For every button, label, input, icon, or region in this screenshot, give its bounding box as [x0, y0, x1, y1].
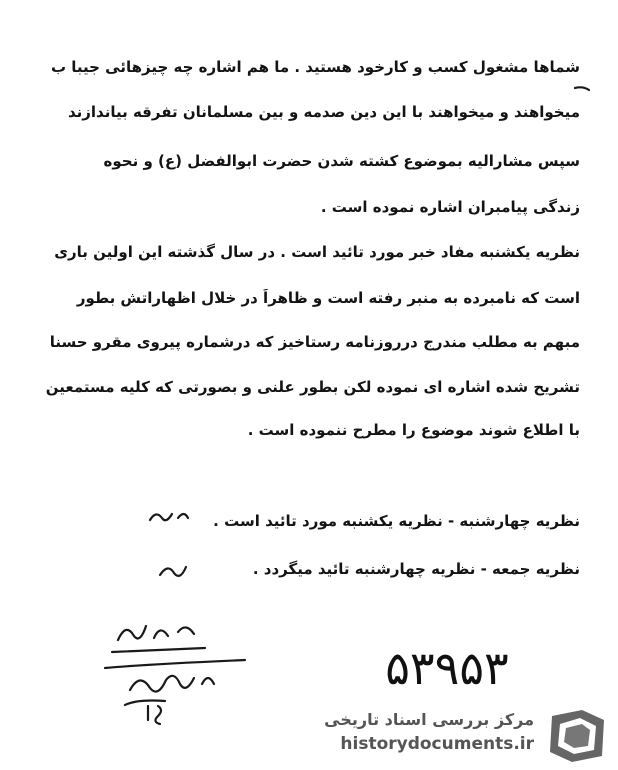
- handwritten-number-small: [148, 706, 161, 724]
- text-line-4: زندگی پیامبران اشاره نموده است .: [320, 198, 580, 216]
- text-line-1: شماها مشغول کسب و کارخود هستید . ما هم اشاره چه چیزهائی جیبا ب: [50, 58, 580, 76]
- text-line-9: با اطلاع شوند موضوع را مطرح ننموده است .: [247, 421, 580, 439]
- text-line-2: میخواهند و میخواهند با این دین صدمه و بین مسلمانان تفرقه بیاندازند: [67, 103, 580, 121]
- top-right-mark: [575, 87, 589, 90]
- handwritten-signature: [105, 660, 245, 705]
- text-line-10: نظریه چهارشنبه - نظریه یکشنبه مورد تائید است .: [213, 512, 580, 530]
- text-line-3: سپس مشارالیه بموضوع کشته شدن حضرت ابوالفضل (ع) و نحوه: [103, 152, 580, 170]
- text-line-5: نظریه یکشنبه مفاد خبر مورد تائید است . در سال گذشته این اولین باری: [54, 243, 580, 261]
- text-line-6: است که نامبرده به منبر رفته است و ظاهراً در خلال اظهاراتش بطور: [76, 289, 580, 307]
- line10-handwritten-initials: [150, 514, 188, 520]
- line11-handwritten-initials: [160, 567, 186, 576]
- text-line-8: تشریح شده اشاره ای نموده لکن بطور علنی و بصورتی که کلیه مستمعین: [45, 378, 580, 396]
- text-line-7: مبهم به مطلب مندرج درروزنامه رستاخیز که درشماره پیروی مقرو حسنا: [49, 333, 580, 351]
- text-line-11: نظریه جمعه - نظریه چهارشنبه تائید میگردد .: [252, 560, 580, 578]
- document-number: ۵۳۹۵۳: [385, 641, 509, 695]
- book-shield-icon: [542, 706, 612, 766]
- watermark-title: مرکز بررسی اسناد تاریخی: [324, 710, 534, 729]
- watermark: [324, 700, 618, 770]
- handwritten-date: [112, 626, 205, 652]
- watermark-url: historydocuments.ir: [340, 734, 534, 754]
